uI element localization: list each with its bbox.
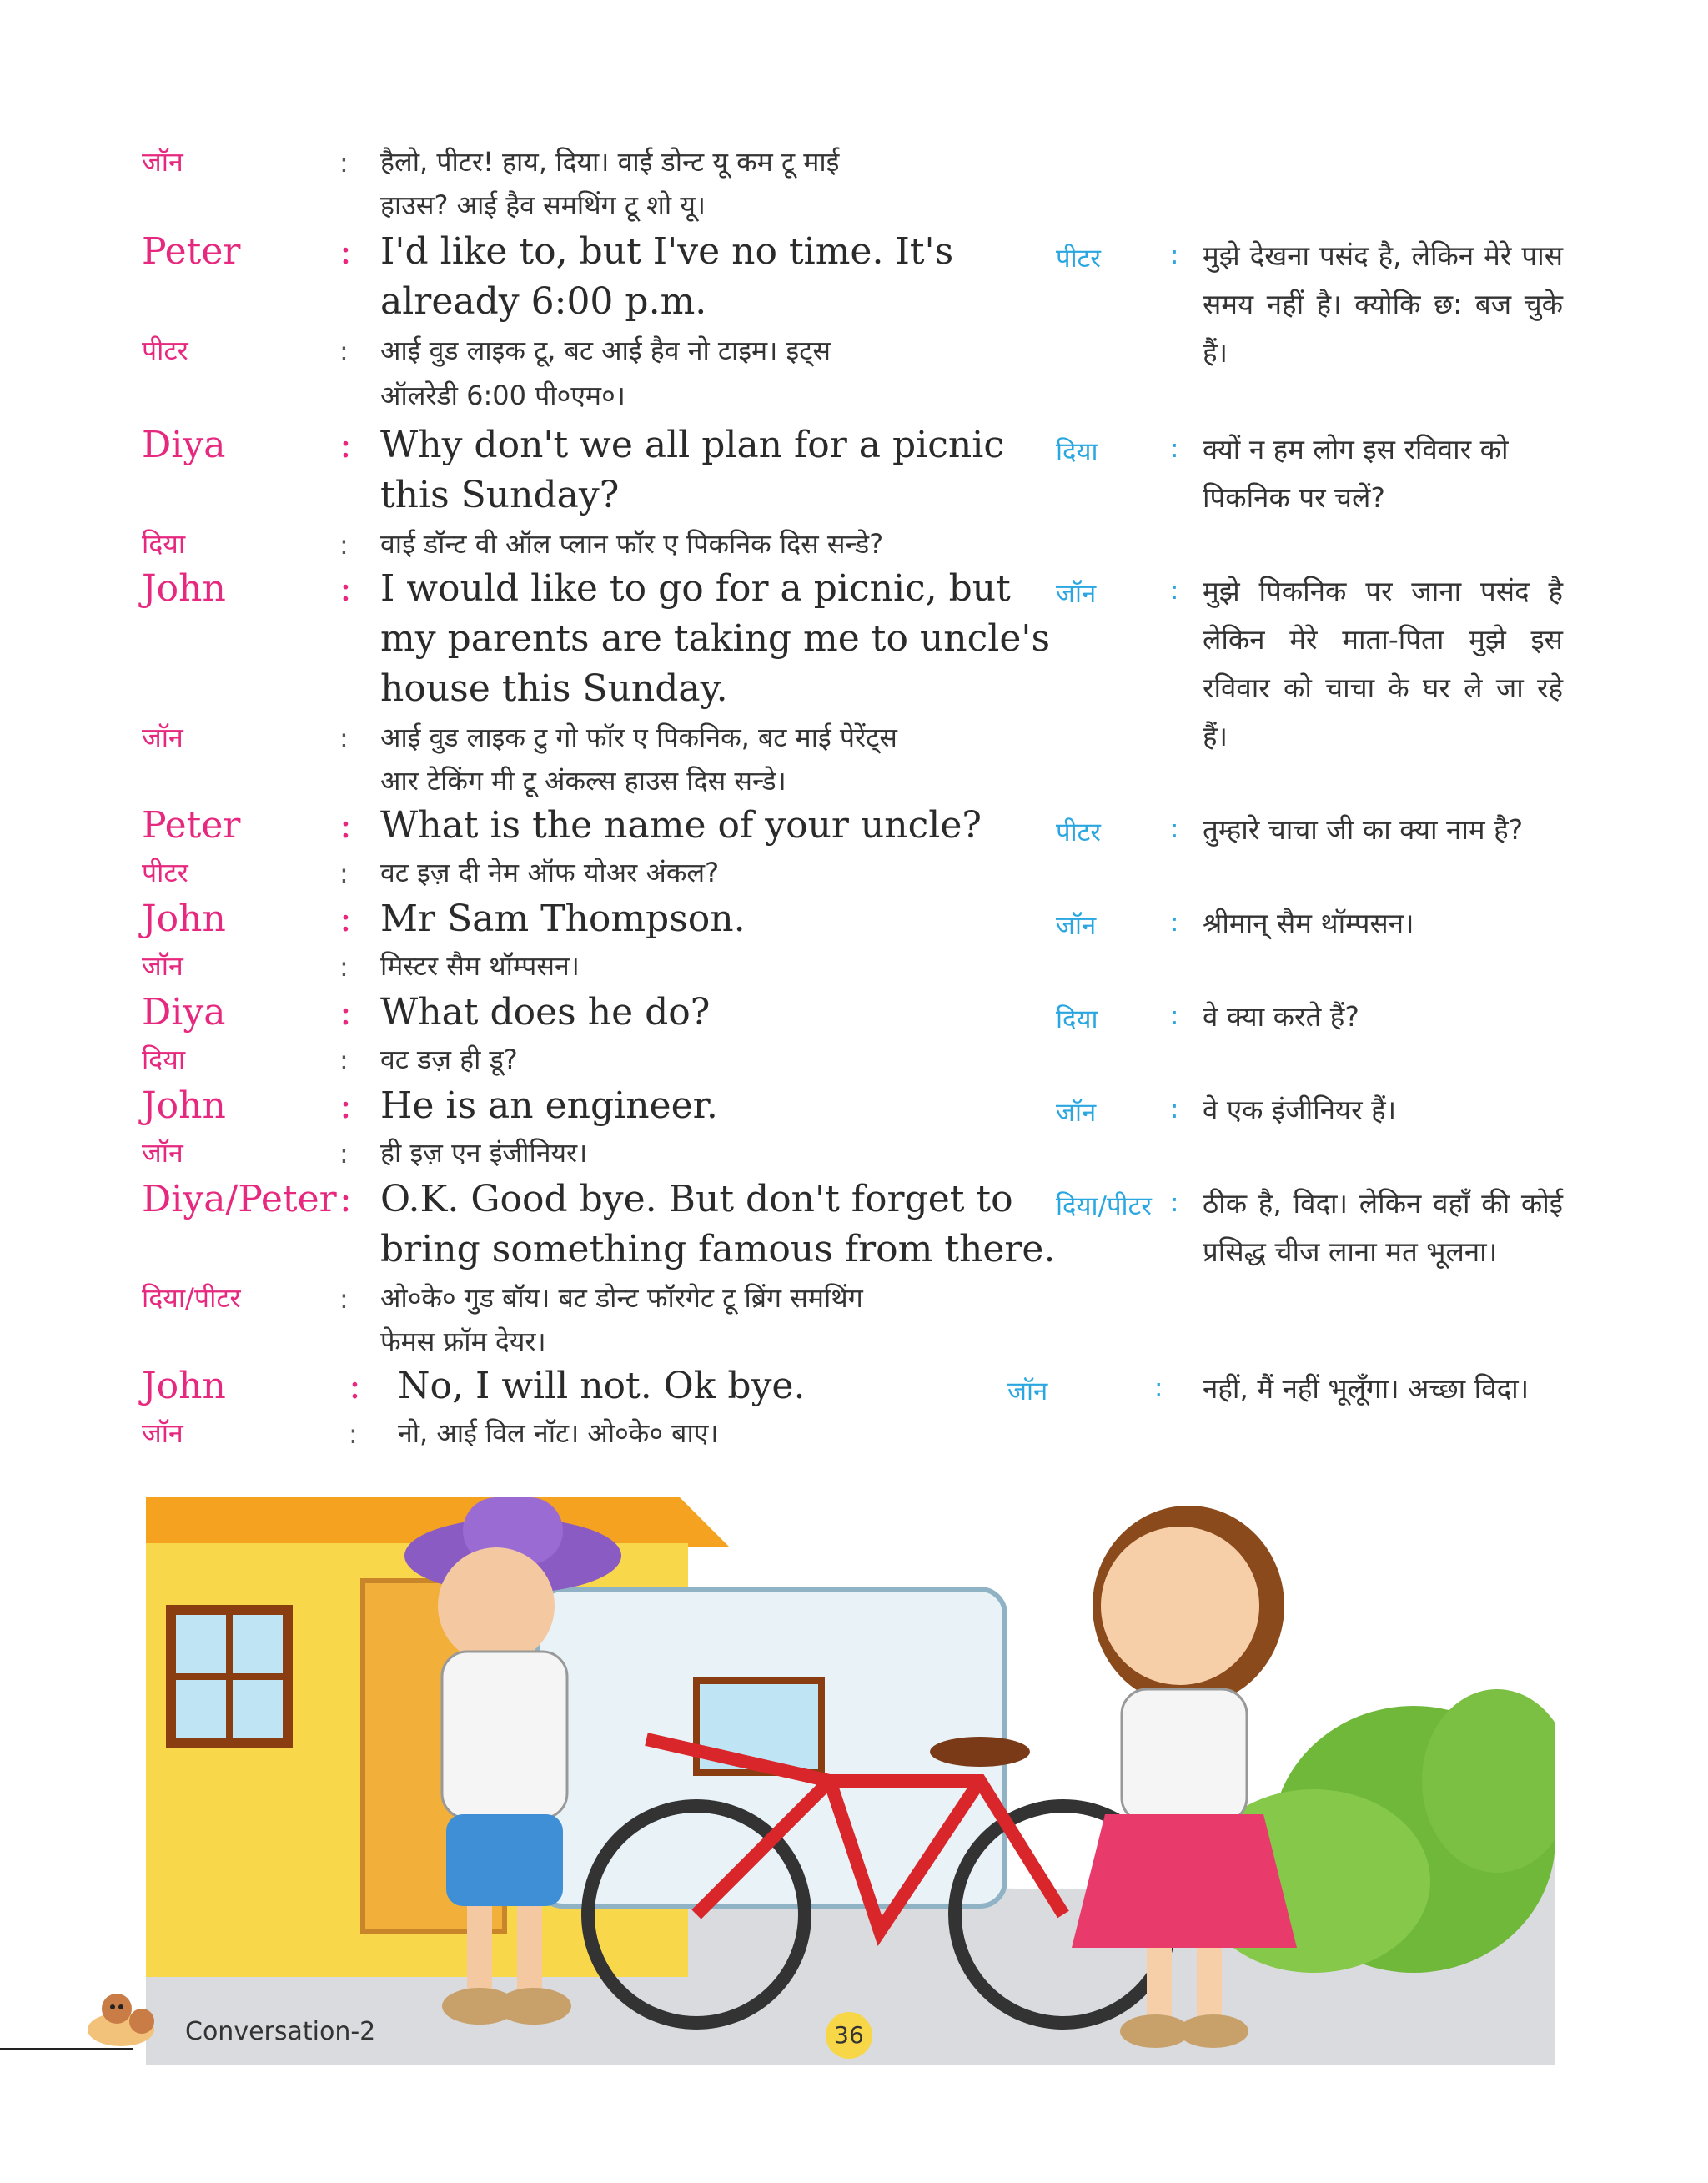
speaker-label-hindi: जॉन <box>142 722 183 753</box>
translation-text: नहीं, मैं नहीं भूलूँगा। अच्छा विदा। <box>1203 1372 1530 1405</box>
girl-legs <box>1197 1948 1222 2023</box>
boy-shirt <box>442 1652 567 1818</box>
speaker-label-hindi: जॉन <box>142 1137 183 1169</box>
colon: : <box>1170 240 1179 270</box>
bicycle-seat <box>930 1737 1030 1767</box>
girl-skirt <box>1072 1814 1297 1948</box>
dialogue-line-hindi: मिस्टर सैम थॉम्पसन। <box>380 950 580 982</box>
dialogue-line-english: What is the name of your uncle? <box>380 804 982 847</box>
dialogue-line-hindi: आर टेकिंग मी टू अंकल्स हाउस दिस सन्डे। <box>380 765 786 797</box>
colon: : <box>1170 814 1179 844</box>
speaker-label-hindi: पीटर <box>142 334 188 366</box>
dialogue-line-hindi: वट इज़ दी नेम ऑफ योअर अंकल? <box>380 857 720 888</box>
dialogue-line-hindi: ऑलरेडी 6:00 पी०एम०। <box>380 380 625 411</box>
speaker-label-hindi: दिया <box>142 1044 186 1075</box>
colon: : <box>1170 1188 1179 1218</box>
translation-text: क्यों न हम लोग इस रविवार को पिकनिक पर चलें? <box>1203 433 1509 514</box>
dialogue-line-hindi: वाई डॉन्ट वी ऑल प्लान फॉर ए पिकनिक दिस सन्डे? <box>380 528 884 560</box>
girl-head <box>1101 1527 1259 1685</box>
translation-speaker: पीटर <box>1056 244 1101 274</box>
colon: : <box>1170 576 1179 606</box>
speaker-label-english: John <box>142 567 226 610</box>
dialogue-line-english: What does he do? <box>380 991 711 1034</box>
dialogue-line-english: already 6:00 p.m. <box>380 280 707 323</box>
translation-text: श्रीमान् सैम थॉम्पसन। <box>1203 907 1414 939</box>
mascot-icon <box>83 1984 175 2054</box>
speaker-label-english: Diya <box>142 991 226 1034</box>
girl-legs <box>1147 1948 1172 2023</box>
colon: : <box>1154 1373 1163 1403</box>
translation-text: वे एक इंजीनियर हैं। <box>1203 1094 1397 1126</box>
colon: : <box>339 804 352 847</box>
dialogue-line-english: bring something famous from there. <box>380 1228 1056 1270</box>
translation-text: तुम्हारे चाचा जी का क्या नाम है? <box>1203 813 1524 846</box>
dialogue-line-english: Why don't we all plan for a picnic <box>380 424 1004 466</box>
colon: : <box>339 858 349 889</box>
speaker-label-english: Peter <box>142 230 241 273</box>
translation-speaker: जॉन <box>1056 579 1097 609</box>
colon: : <box>339 991 352 1034</box>
speaker-label-english: John <box>142 898 226 940</box>
illustration-svg <box>146 1464 1555 2065</box>
colon: : <box>339 230 352 273</box>
speaker-label-english: Diya/Peter <box>142 1178 337 1220</box>
illustration-kids-bicycle <box>146 1464 1555 2065</box>
colon: : <box>339 1044 349 1076</box>
colon: : <box>1170 1094 1179 1124</box>
speaker-label-hindi: जॉन <box>142 950 183 982</box>
colon: : <box>1170 908 1179 938</box>
speaker-label-hindi: पीटर <box>142 857 188 888</box>
speaker-label-hindi: दिया/पीटर <box>142 1282 241 1314</box>
colon: : <box>339 567 352 610</box>
dialogue-line-english: O.K. Good bye. But don't forget to <box>380 1178 1013 1220</box>
dialogue-line-english: I'd like to, but I've no time. It's <box>380 230 954 273</box>
translation-speaker: दिया/पीटर <box>1056 1191 1152 1221</box>
colon: : <box>339 898 352 940</box>
colon: : <box>339 951 349 983</box>
colon: : <box>339 1138 349 1169</box>
translation-speaker: दिया <box>1056 437 1098 467</box>
colon: : <box>339 1283 349 1315</box>
page-number-badge: 36 <box>826 2012 872 2059</box>
girl-shirt <box>1122 1689 1247 1823</box>
speaker-label-english: John <box>142 1365 226 1407</box>
colon: : <box>339 147 349 179</box>
colon: : <box>339 335 349 367</box>
boy-legs <box>467 1906 492 1998</box>
dialogue-line-english: my parents are taking me to uncle's <box>380 617 1051 660</box>
speaker-label-english: Peter <box>142 804 241 847</box>
dialogue-line-hindi: वट डज़ ही डू? <box>380 1044 518 1075</box>
boy-shoe <box>496 1988 571 2025</box>
translation-text: मुझे पिकनिक पर जाना पसंद है लेकिन मेरे माता-पिता मुझे इस रविवार को चाचा के घर ले जा रहे हैं। <box>1203 575 1563 752</box>
speaker-label-hindi: जॉन <box>142 146 183 178</box>
dialogue-line-hindi: ओ०के० गुड बॉय। बट डोन्ट फॉरगेट टू ब्रिंग समथिंग <box>380 1282 863 1314</box>
girl-shoe <box>1178 2014 1248 2048</box>
colon: : <box>349 1365 361 1407</box>
translation-text: ठीक है, विदा। लेकिन वहाँ की कोई प्रसिद्ध चीज लाना मत भूलना। <box>1203 1187 1563 1268</box>
colon: : <box>1170 1001 1179 1031</box>
speaker-label-english: Diya <box>142 424 226 466</box>
dialogue-line-english: house this Sunday. <box>380 667 728 710</box>
dialogue-line-hindi: आई वुड लाइक टू, बट आई हैव नो टाइम। इट्स <box>380 334 831 366</box>
dialogue-line-english: No, I will not. Ok bye. <box>398 1365 806 1407</box>
colon: : <box>339 722 349 754</box>
translation-speaker: जॉन <box>1056 1098 1097 1128</box>
translation-text: मुझे देखना पसंद है, लेकिन मेरे पास समय नहीं है। क्योकि छ: बज चुके हैं। <box>1203 239 1563 369</box>
colon: : <box>349 1418 358 1450</box>
dialogue-line-hindi: आई वुड लाइक टु गो फॉर ए पिकनिक, बट माई पेरेंट्स <box>380 722 897 753</box>
translation-speaker: जॉन <box>1056 911 1097 941</box>
speaker-label-english: John <box>142 1084 226 1127</box>
colon: : <box>1170 434 1179 464</box>
dialogue-line-hindi: फेमस फ्रॉम देयर। <box>380 1325 546 1357</box>
boy-shorts <box>446 1814 563 1906</box>
dialogue-line-english: this Sunday? <box>380 474 620 516</box>
dialogue-line-hindi: नो, आई विल नॉट। ओ०के० बाए। <box>398 1417 719 1449</box>
boy-head <box>438 1547 555 1664</box>
speaker-label-hindi: दिया <box>142 528 186 560</box>
dialogue-line-hindi: हैलो, पीटर! हाय, दिया। वाई डोन्ट यू कम टू माई <box>380 146 840 178</box>
colon: : <box>339 1178 352 1220</box>
colon: : <box>339 1084 352 1127</box>
translation-speaker: दिया <box>1056 1004 1098 1034</box>
dialogue-line-english: Mr Sam Thompson. <box>380 898 746 940</box>
colon: : <box>339 529 349 561</box>
dialogue-line-hindi: हाउस? आई हैव समथिंग टू शो यू। <box>380 189 706 221</box>
speaker-label-hindi: जॉन <box>142 1417 183 1449</box>
translation-text: वे क्या करते हैं? <box>1203 1000 1359 1033</box>
boy-legs <box>517 1906 542 1998</box>
dialogue-line-english: I would like to go for a picnic, but <box>380 567 1011 610</box>
translation-speaker: पीटर <box>1056 817 1101 848</box>
dialogue-line-english: He is an engineer. <box>380 1084 718 1127</box>
dialogue-line-hindi: ही इज़ एन इंजीनियर। <box>380 1137 588 1169</box>
translation-speaker: जॉन <box>1007 1376 1048 1406</box>
colon: : <box>339 424 352 466</box>
footer-section-label: Conversation-2 <box>185 2017 376 2046</box>
